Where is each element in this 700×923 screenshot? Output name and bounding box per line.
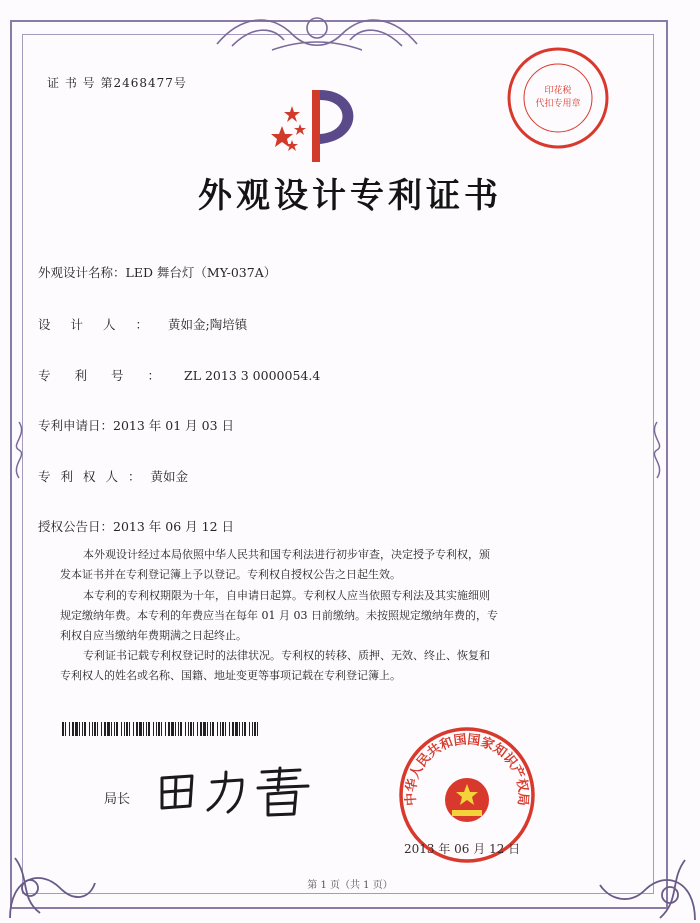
field-label: 授权公告日： [38, 519, 114, 534]
barcode-bar [153, 722, 154, 736]
director-signature [150, 760, 330, 820]
barcode-bar [148, 722, 150, 736]
barcode-bar [107, 722, 110, 736]
barcode-bar [69, 722, 70, 736]
paragraph-line: 本专利的专利权期限为十年，自申请日起算。专利权人应当依照专利法及其实施细则 [83, 589, 490, 602]
body-paragraph [60, 545, 580, 585]
field-value: 2013 年 01 月 03 日 [113, 418, 235, 433]
left-ornament-icon [8, 420, 30, 480]
barcode-bar [188, 722, 189, 736]
field-label: 设计人： [38, 317, 169, 332]
barcode-bar [235, 722, 238, 736]
field-value: 2013 年 06 月 12 日 [113, 519, 235, 534]
barcode-bar [165, 722, 166, 736]
barcode-bar [111, 722, 112, 736]
barcode-bar [121, 722, 122, 736]
barcode-bar [222, 722, 224, 736]
barcode-bar [185, 722, 186, 736]
barcode-bar [136, 722, 138, 736]
barcode-bar [252, 722, 253, 736]
barcode-bar [161, 722, 162, 736]
barcode-bar [190, 722, 192, 736]
field-design-name [38, 263, 276, 281]
barcode-bar [254, 722, 256, 736]
barcode-bar [139, 722, 142, 736]
paragraph-line: 专利证书记载专利权登记时的法律状况。专利权的转移、质押、无效、终止、恢复和 [83, 649, 490, 662]
field-label: 专利申请日： [38, 418, 114, 433]
barcode-bar [242, 722, 243, 736]
field-label: 外观设计名称： [38, 265, 126, 280]
barcode-bar [114, 722, 115, 736]
barcode-bar [249, 722, 250, 736]
field-value: 黄如金 [150, 469, 189, 484]
barcode-bar [244, 722, 246, 736]
paragraph-line: 本外观设计经过本局依照中华人民共和国专利法进行初步审查，决定授予专利权，颁 [83, 548, 490, 561]
field-label: 专利权人： [38, 469, 151, 484]
svg-text:印花税: 印花税 [544, 86, 572, 96]
field-patent-number [38, 366, 320, 384]
barcode-bar [232, 722, 234, 736]
barcode-bar [65, 722, 66, 736]
field-value: LED 舞台灯（MY-037A） [125, 265, 277, 280]
barcode-bar [92, 722, 93, 736]
certificate-number: 证 书 号 第2468477号 [47, 76, 187, 90]
barcode-bar [116, 722, 118, 736]
top-ornament-icon [212, 4, 422, 56]
paragraph-line: 专利权人的姓名或名称、国籍、地址变更等事项记载在专利登记簿上。 [60, 669, 401, 682]
paragraph-line: 发本证书并在专利登记簿上予以登记。专利权自授权公告之日起生效。 [60, 568, 401, 581]
paragraph-line: 规定缴纳年费。本专利的年费应当在每年 01 月 03 日前缴纳。未按照规定缴纳年费的，专 [60, 609, 498, 622]
paragraph-line: 利权自应当缴纳年费期满之日起终止。 [60, 629, 247, 642]
barcode-bar [225, 722, 226, 736]
barcode-bar [156, 722, 157, 736]
barcode-bar [207, 722, 208, 736]
barcode-icon [62, 722, 258, 736]
barcode-bar [126, 722, 128, 736]
certificate-title: 外观设计专利证书 [198, 176, 502, 216]
barcode-bar [217, 722, 218, 736]
barcode-bar [84, 722, 86, 736]
barcode-bar [158, 722, 160, 736]
barcode-bar [129, 722, 130, 736]
field-value: 黄如金;陶培镇 [168, 317, 248, 332]
barcode-bar [229, 722, 230, 736]
body-paragraph [60, 646, 580, 686]
svg-text:中华人民共和国国家知识产权局: 中华人民共和国国家知识产权局 [403, 732, 531, 807]
field-label: 专利号： [38, 368, 185, 383]
barcode-bar [257, 722, 258, 736]
agency-seal-icon [506, 46, 610, 150]
field-value: ZL 2013 3 0000054.4 [184, 368, 321, 383]
barcode-bar [239, 722, 240, 736]
barcode-bar [178, 722, 179, 736]
barcode-bar [79, 722, 80, 736]
seal-date: 2013 年 06 月 12 日 [404, 842, 521, 856]
barcode-bar [97, 722, 98, 736]
barcode-bar [193, 722, 194, 736]
barcode-bar [168, 722, 170, 736]
barcode-bar [143, 722, 144, 736]
barcode-bar [200, 722, 202, 736]
barcode-bar [180, 722, 182, 736]
barcode-bar [212, 722, 214, 736]
patent-office-logo-icon [262, 84, 372, 164]
svg-text:代扣专用章: 代扣专用章 [535, 99, 581, 109]
barcode-bar [124, 722, 125, 736]
right-ornament-icon [646, 420, 668, 480]
barcode-bar [82, 722, 83, 736]
barcode-bar [210, 722, 211, 736]
field-grant-date [38, 517, 234, 535]
director-label: 局长 [104, 792, 131, 807]
field-designer [38, 315, 247, 333]
body-paragraph [60, 586, 580, 646]
field-application-date [38, 416, 234, 434]
field-patentee [38, 467, 188, 485]
barcode-bar [104, 722, 106, 736]
barcode-bar [171, 722, 174, 736]
barcode-bar [133, 722, 134, 736]
barcode-bar [89, 722, 90, 736]
barcode-bar [197, 722, 198, 736]
page-number: 第 1 页（共 1 页） [307, 880, 393, 891]
barcode-bar [203, 722, 206, 736]
barcode-bar [146, 722, 147, 736]
barcode-bar [62, 722, 64, 736]
barcode-bar [72, 722, 74, 736]
barcode-bar [75, 722, 78, 736]
barcode-bar [101, 722, 102, 736]
barcode-bar [175, 722, 176, 736]
barcode-bar [94, 722, 96, 736]
barcode-bar [220, 722, 221, 736]
